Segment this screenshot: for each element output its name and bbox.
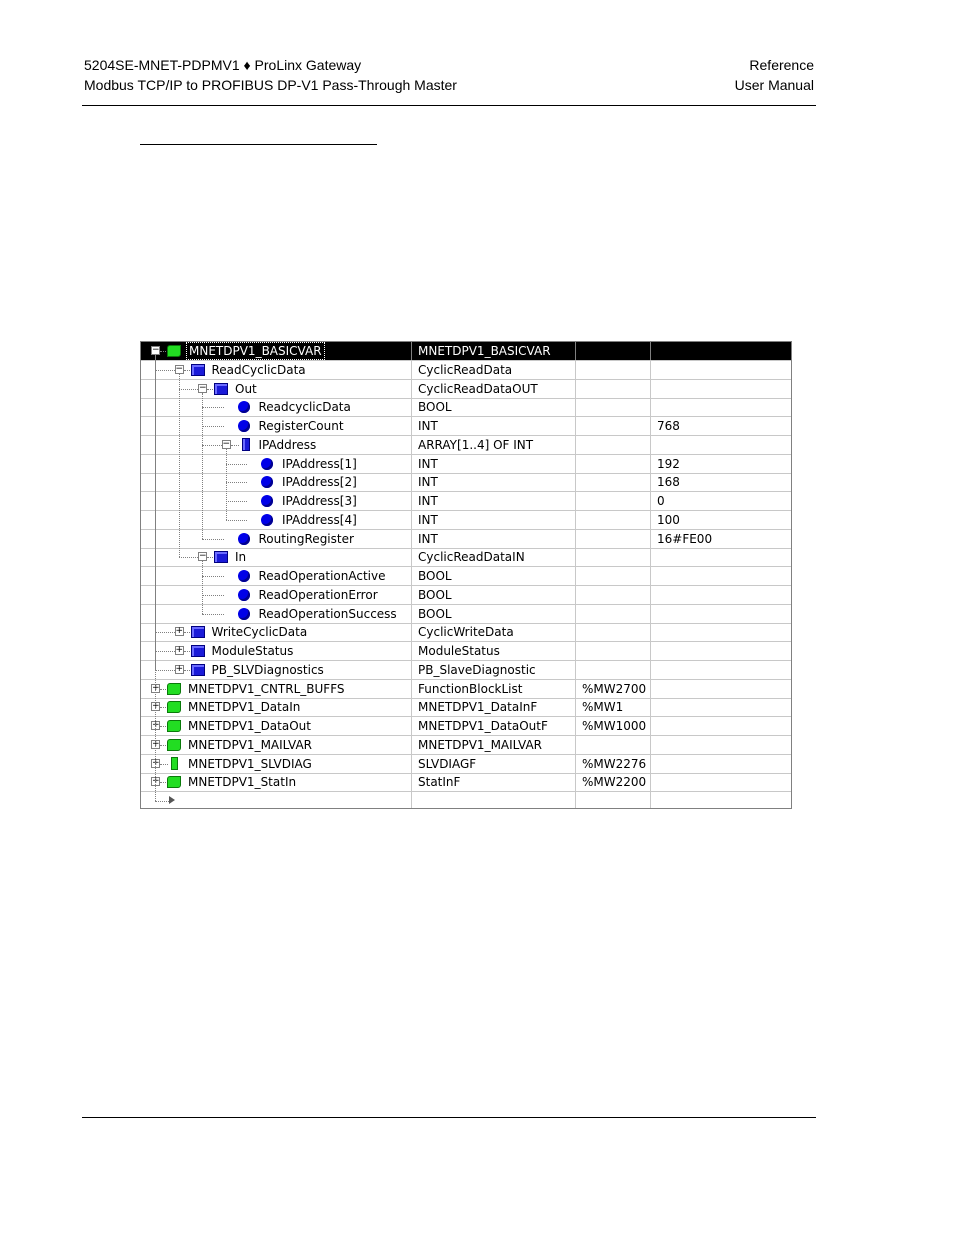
type-cell[interactable]: ModuleStatus xyxy=(412,642,576,660)
variable-name[interactable]: MNETDPV1_DataIn xyxy=(188,700,301,714)
type-cell[interactable]: BOOL xyxy=(412,567,576,585)
name-cell[interactable] xyxy=(141,398,412,416)
name-cell[interactable] xyxy=(141,361,412,379)
variable-name[interactable]: MNETDPV1_BASICVAR xyxy=(186,342,325,360)
type-cell[interactable]: ARRAY[1..4] OF INT xyxy=(412,436,576,454)
name-cell[interactable] xyxy=(141,623,412,641)
variable-name[interactable]: RoutingRegister xyxy=(258,532,354,546)
array-member-icon xyxy=(242,438,250,451)
value-cell[interactable] xyxy=(651,398,791,416)
expand-icon[interactable]: + xyxy=(152,776,160,786)
variable-name[interactable]: Out xyxy=(235,382,257,396)
name-cell[interactable] xyxy=(141,680,412,698)
name-cell[interactable] xyxy=(141,698,412,716)
structure-member-icon xyxy=(214,383,228,395)
variable-name[interactable]: ReadcyclicData xyxy=(258,400,351,414)
elementary-variable-icon xyxy=(238,420,250,432)
tree-connector xyxy=(226,482,248,483)
tree-connector xyxy=(155,651,177,652)
expand-icon[interactable]: + xyxy=(175,645,184,655)
tree-connector xyxy=(202,595,224,596)
new-row-arrow-icon xyxy=(169,796,175,804)
tree-row[interactable] xyxy=(141,773,791,792)
address-cell[interactable]: %MW1 xyxy=(576,698,651,716)
variable-name[interactable]: PB_SLVDiagnostics xyxy=(211,663,324,677)
value-cell[interactable] xyxy=(651,623,791,641)
tree-connector xyxy=(202,407,224,408)
address-cell[interactable] xyxy=(576,380,651,398)
structure-variable-icon xyxy=(167,345,181,357)
tree-row[interactable] xyxy=(141,530,791,549)
name-cell[interactable] xyxy=(141,755,412,773)
type-cell[interactable]: INT xyxy=(412,530,576,548)
address-cell[interactable] xyxy=(576,455,651,473)
type-cell[interactable]: BOOL xyxy=(412,586,576,604)
variable-name[interactable]: RegisterCount xyxy=(258,419,344,433)
expand-icon[interactable]: + xyxy=(152,701,160,711)
name-cell[interactable] xyxy=(141,342,412,360)
address-cell[interactable] xyxy=(576,473,651,491)
variable-name[interactable]: IPAddress[3] xyxy=(282,494,357,508)
heading-underline xyxy=(140,144,377,145)
value-cell[interactable] xyxy=(651,755,791,773)
name-cell[interactable] xyxy=(141,642,412,660)
name-cell[interactable] xyxy=(141,436,412,454)
type-cell[interactable]: BOOL xyxy=(412,605,576,623)
tree-connector xyxy=(160,764,168,765)
value-cell[interactable] xyxy=(651,717,791,735)
variable-name[interactable]: IPAddress[4] xyxy=(282,513,357,527)
address-cell[interactable] xyxy=(576,623,651,641)
tree-connector xyxy=(179,389,201,390)
value-cell[interactable] xyxy=(651,661,791,679)
type-cell[interactable] xyxy=(412,792,576,809)
tree-row[interactable] xyxy=(141,380,791,399)
name-cell[interactable] xyxy=(141,717,412,735)
address-cell[interactable] xyxy=(576,548,651,566)
variable-tree-grid[interactable] xyxy=(140,341,792,809)
expand-icon[interactable]: + xyxy=(175,664,184,674)
tree-row[interactable] xyxy=(141,342,791,361)
tree-connector xyxy=(226,464,248,465)
tree-row[interactable] xyxy=(141,605,791,624)
elementary-variable-icon xyxy=(238,608,250,620)
value-cell[interactable]: 16#FE00 xyxy=(657,532,713,546)
structure-variable-icon xyxy=(167,776,181,788)
tree-connector xyxy=(202,539,224,540)
tree-connector xyxy=(202,561,203,614)
value-cell[interactable]: 0 xyxy=(657,494,665,508)
tree-connector xyxy=(179,374,180,557)
value-cell[interactable] xyxy=(651,567,791,585)
tree-row[interactable] xyxy=(141,642,791,661)
structure-member-icon xyxy=(191,364,205,376)
type-cell[interactable]: MNETDPV1_BASICVAR xyxy=(412,342,576,360)
tree-row[interactable] xyxy=(141,755,791,774)
elementary-variable-icon xyxy=(261,476,273,488)
value-cell[interactable] xyxy=(651,342,791,360)
address-cell[interactable] xyxy=(576,492,651,510)
elementary-variable-icon xyxy=(238,589,250,601)
tree-row[interactable] xyxy=(141,680,791,699)
collapse-icon[interactable]: − xyxy=(175,364,184,374)
tree-connector xyxy=(202,393,203,539)
header-product-title: 5204SE-MNET-PDPMV1 ♦ ProLinx Gateway xyxy=(84,57,362,73)
name-cell[interactable] xyxy=(141,567,412,585)
header-section: Reference xyxy=(749,57,814,73)
value-cell[interactable]: 768 xyxy=(657,419,680,433)
tree-row[interactable] xyxy=(141,398,791,417)
variable-name[interactable]: IPAddress[1] xyxy=(282,457,357,471)
collapse-icon[interactable]: − xyxy=(199,551,207,561)
variable-name[interactable]: MNETDPV1_DataOut xyxy=(188,719,311,733)
variable-name[interactable]: ModuleStatus xyxy=(211,644,294,658)
tree-connector xyxy=(202,445,224,446)
tree-row[interactable] xyxy=(141,436,791,455)
address-cell[interactable]: %MW1000 xyxy=(576,717,651,735)
type-cell[interactable]: INT xyxy=(412,492,576,510)
name-cell[interactable] xyxy=(141,605,412,623)
variable-name[interactable]: In xyxy=(235,550,247,564)
tree-row[interactable] xyxy=(141,567,791,586)
header-product-subtitle: Modbus TCP/IP to PROFIBUS DP-V1 Pass-Through Master xyxy=(84,77,457,93)
tree-row[interactable] xyxy=(141,586,791,605)
variable-name[interactable]: WriteCyclicData xyxy=(211,625,308,639)
variable-name[interactable]: MNETDPV1_CNTRL_BUFFS xyxy=(188,682,345,696)
collapse-icon[interactable]: − xyxy=(199,383,207,393)
type-cell[interactable]: BOOL xyxy=(412,398,576,416)
variable-name[interactable]: IPAddress[2] xyxy=(282,475,357,489)
type-cell[interactable]: SLVDIAGF xyxy=(412,755,576,773)
tree-connector xyxy=(155,670,177,671)
type-cell[interactable]: CyclicReadDataOUT xyxy=(412,380,576,398)
tree-connector xyxy=(155,370,177,371)
structure-variable-icon xyxy=(167,720,181,732)
address-cell[interactable] xyxy=(576,792,651,809)
variable-name[interactable]: ReadOperationError xyxy=(258,588,378,602)
value-cell[interactable] xyxy=(651,792,791,809)
elementary-variable-icon xyxy=(238,533,250,545)
tree-connector xyxy=(202,614,224,615)
address-cell[interactable] xyxy=(576,530,651,548)
elementary-variable-icon xyxy=(238,401,250,413)
value-cell[interactable] xyxy=(651,380,791,398)
value-cell[interactable] xyxy=(651,548,791,566)
address-cell[interactable]: %MW2700 xyxy=(576,680,651,698)
footer-divider xyxy=(82,1117,816,1118)
address-cell[interactable] xyxy=(576,567,651,585)
collapse-icon[interactable]: − xyxy=(222,439,231,449)
expand-icon[interactable]: + xyxy=(152,683,160,693)
expand-icon[interactable]: + xyxy=(175,626,184,636)
variable-name[interactable]: ReadOperationActive xyxy=(258,569,386,583)
value-cell[interactable] xyxy=(651,736,791,754)
tree-row[interactable] xyxy=(141,417,791,436)
tree-connector xyxy=(155,632,177,633)
address-cell[interactable]: %MW2200 xyxy=(576,773,651,791)
tree-row-new[interactable] xyxy=(141,792,791,809)
tree-row[interactable] xyxy=(141,717,791,736)
name-cell[interactable] xyxy=(141,455,412,473)
address-cell[interactable] xyxy=(576,361,651,379)
type-cell[interactable]: StatInF xyxy=(412,773,576,791)
variable-name[interactable]: MNETDPV1_MAILVAR xyxy=(188,738,313,752)
value-cell[interactable] xyxy=(651,698,791,716)
tree-connector xyxy=(202,426,224,427)
name-cell[interactable] xyxy=(141,548,412,566)
tree-connector xyxy=(226,501,248,502)
tree-row[interactable] xyxy=(141,661,791,680)
tree-connector xyxy=(202,576,224,577)
value-cell[interactable]: 100 xyxy=(657,513,680,527)
structure-member-icon xyxy=(214,551,228,563)
address-cell[interactable] xyxy=(576,511,651,529)
structure-variable-icon xyxy=(167,683,181,695)
tree-row[interactable] xyxy=(141,455,791,474)
header-doc-type: User Manual xyxy=(734,77,814,93)
address-cell[interactable] xyxy=(576,661,651,679)
type-cell[interactable]: CyclicWriteData xyxy=(412,623,576,641)
name-cell[interactable] xyxy=(141,473,412,491)
type-cell[interactable]: MNETDPV1_DataInF xyxy=(412,698,576,716)
variable-name[interactable]: ReadCyclicData xyxy=(211,363,306,377)
array-variable-icon xyxy=(171,757,178,770)
type-cell[interactable]: FunctionBlockList xyxy=(412,680,576,698)
address-cell[interactable] xyxy=(576,605,651,623)
tree-row[interactable] xyxy=(141,511,791,530)
name-cell[interactable] xyxy=(141,736,412,754)
tree-connector xyxy=(179,557,201,558)
variable-name[interactable]: MNETDPV1_SLVDIAG xyxy=(188,757,312,771)
tree-connector xyxy=(155,801,169,802)
value-cell[interactable] xyxy=(651,680,791,698)
variable-name[interactable]: IPAddress xyxy=(258,438,317,452)
type-cell[interactable]: MNETDPV1_MAILVAR xyxy=(412,736,576,754)
structure-member-icon xyxy=(191,626,205,638)
address-cell[interactable] xyxy=(576,342,651,360)
tree-row[interactable] xyxy=(141,736,791,755)
type-cell[interactable]: INT xyxy=(412,455,576,473)
value-cell[interactable] xyxy=(651,642,791,660)
name-cell[interactable] xyxy=(141,492,412,510)
address-cell[interactable] xyxy=(576,586,651,604)
name-cell[interactable] xyxy=(141,530,412,548)
type-cell[interactable]: INT xyxy=(412,473,576,491)
type-cell[interactable]: INT xyxy=(412,511,576,529)
value-cell[interactable]: 168 xyxy=(657,475,680,489)
value-cell[interactable] xyxy=(651,605,791,623)
type-cell[interactable]: PB_SlaveDiagnostic xyxy=(412,661,576,679)
tree-row[interactable] xyxy=(141,623,791,642)
elementary-variable-icon xyxy=(238,570,250,582)
value-cell[interactable] xyxy=(651,586,791,604)
variable-name[interactable]: ReadOperationSuccess xyxy=(258,607,397,621)
tree-row[interactable] xyxy=(141,492,791,511)
tree-connector xyxy=(155,355,156,801)
value-cell[interactable] xyxy=(651,436,791,454)
name-cell[interactable] xyxy=(141,417,412,435)
name-cell[interactable] xyxy=(141,773,412,791)
tree-row[interactable] xyxy=(141,548,791,567)
collapse-icon[interactable]: − xyxy=(152,345,160,355)
value-cell[interactable] xyxy=(651,773,791,791)
name-cell[interactable] xyxy=(141,792,412,809)
address-cell[interactable] xyxy=(576,417,651,435)
address-cell[interactable]: %MW2276 xyxy=(576,755,651,773)
elementary-variable-icon xyxy=(261,514,273,526)
value-cell[interactable] xyxy=(651,361,791,379)
expand-icon[interactable]: + xyxy=(152,739,160,749)
name-cell[interactable] xyxy=(141,511,412,529)
tree-row[interactable] xyxy=(141,361,791,380)
expand-icon[interactable]: + xyxy=(152,720,160,730)
address-cell[interactable] xyxy=(576,736,651,754)
type-cell[interactable]: MNETDPV1_DataOutF xyxy=(412,717,576,735)
address-cell[interactable] xyxy=(576,436,651,454)
address-cell[interactable] xyxy=(576,398,651,416)
tree-connector xyxy=(226,520,248,521)
elementary-variable-icon xyxy=(261,458,273,470)
type-cell[interactable]: CyclicReadDataIN xyxy=(412,548,576,566)
name-cell[interactable] xyxy=(141,661,412,679)
address-cell[interactable] xyxy=(576,642,651,660)
name-cell[interactable] xyxy=(141,586,412,604)
tree-connector xyxy=(226,449,227,520)
type-cell[interactable]: INT xyxy=(412,417,576,435)
value-cell[interactable]: 192 xyxy=(657,457,680,471)
structure-member-icon xyxy=(191,664,205,676)
elementary-variable-icon xyxy=(261,495,273,507)
tree-connector xyxy=(231,445,239,446)
structure-variable-icon xyxy=(167,739,181,751)
structure-variable-icon xyxy=(167,701,181,713)
structure-member-icon xyxy=(191,645,205,657)
tree-row[interactable] xyxy=(141,698,791,717)
type-cell[interactable]: CyclicReadData xyxy=(412,361,576,379)
header-divider xyxy=(82,105,816,106)
expand-icon[interactable]: + xyxy=(152,758,160,768)
tree-row[interactable] xyxy=(141,473,791,492)
name-cell[interactable] xyxy=(141,380,412,398)
variable-name[interactable]: MNETDPV1_StatIn xyxy=(188,775,297,789)
